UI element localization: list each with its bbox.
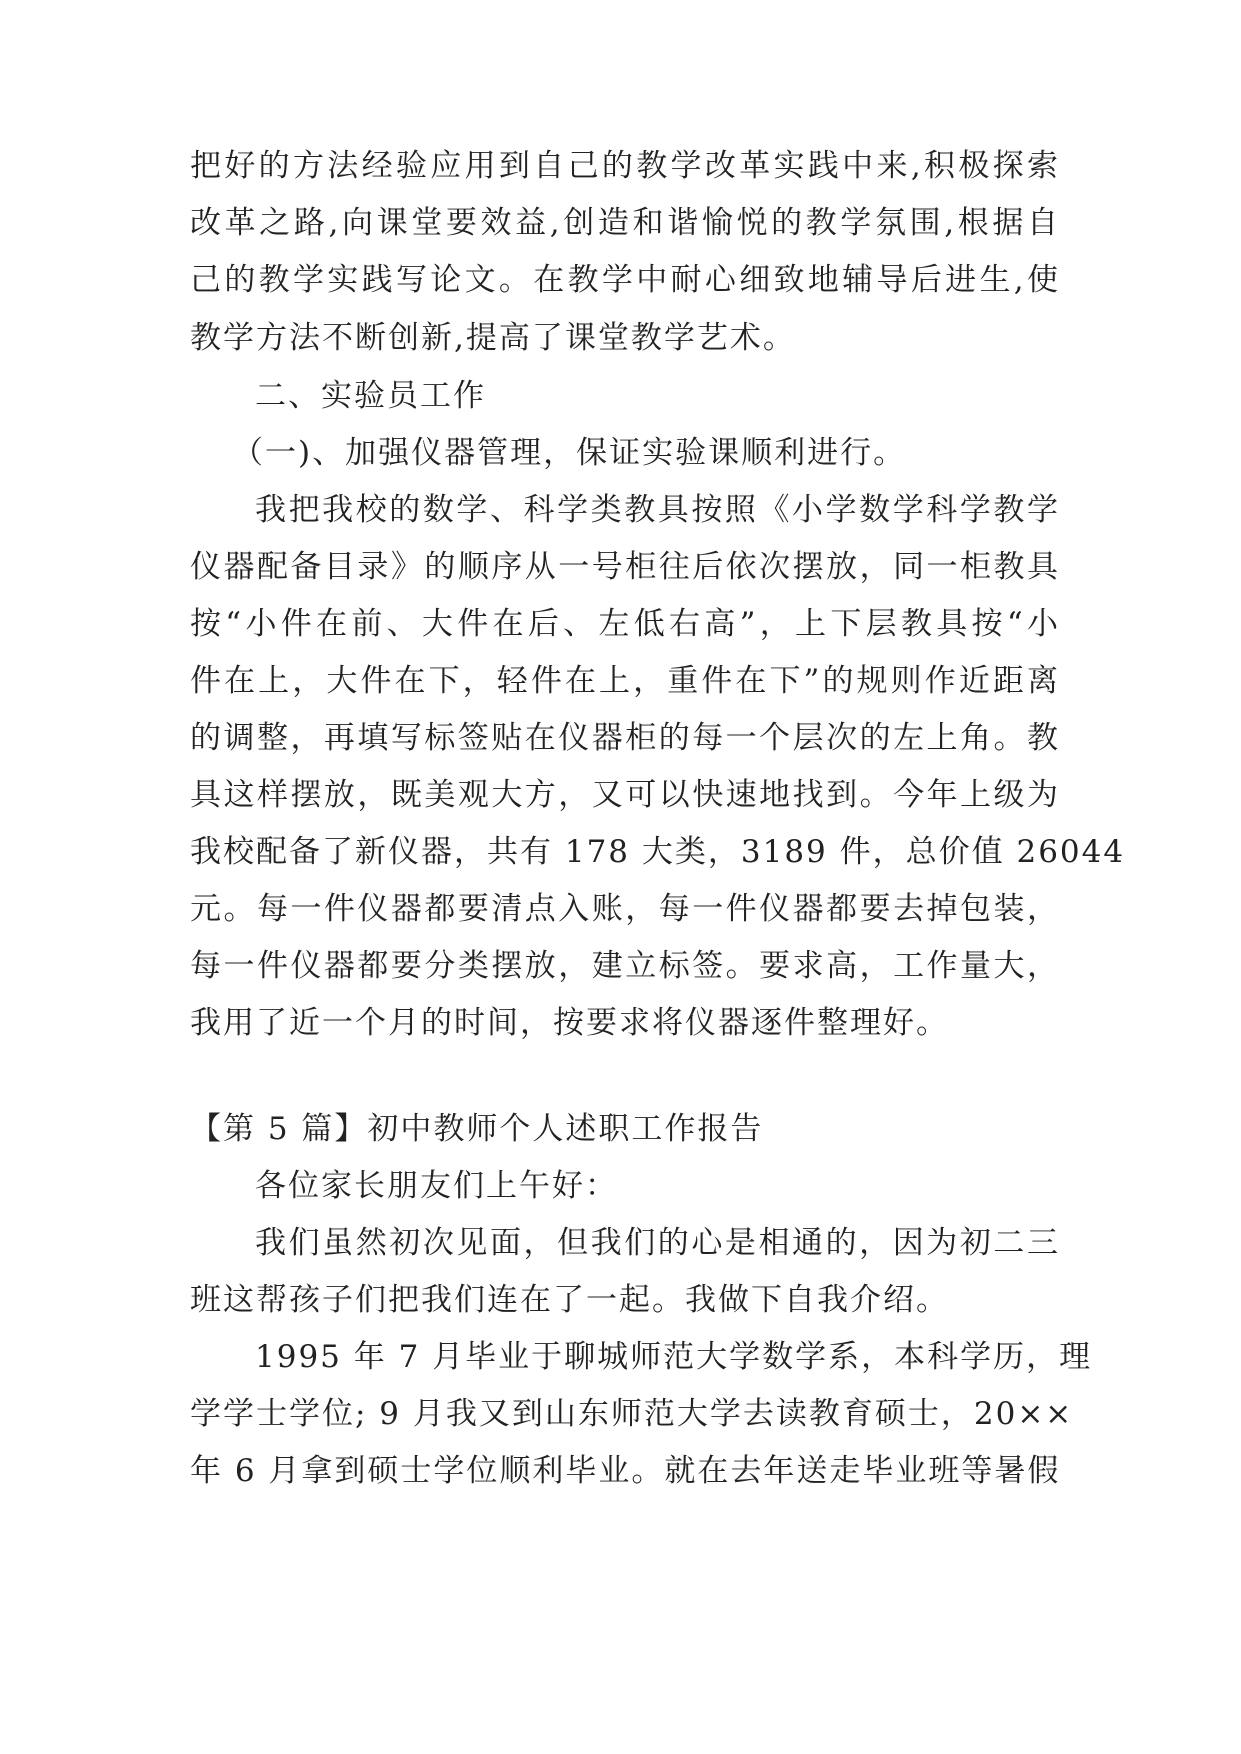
body-text-line: 具这样摆放，既美观大方，又可以快速地找到。今年上级为	[190, 777, 1060, 813]
body-text-line: 我把我校的数学、科学类教具按照《小学数学科学教学	[255, 492, 1060, 528]
body-text-line: 班这帮孩子们把我们连在了一起。我做下自我介绍。	[190, 1282, 949, 1318]
greeting-line: 各位家长朋友们上午好：	[255, 1168, 618, 1204]
body-text-line: 1995 年 7 月毕业于聊城师范大学数学系，本科学历，理	[255, 1339, 1093, 1375]
body-text-line: 己的教学实践写论文。在教学中耐心细致地辅导后进生,使	[190, 262, 1060, 298]
body-text-line: 年 6 月拿到硕士学位顺利毕业。就在去年送走毕业班等暑假	[190, 1453, 1061, 1489]
body-text-line: 件在上，大件在下，轻件在上，重件在下”的规则作近距离	[190, 663, 1060, 699]
body-text-line: 我们虽然初次见面，但我们的心是相通的，因为初二三	[255, 1225, 1060, 1261]
body-text-line: 元。每一件仪器都要清点入账，每一件仪器都要去掉包装，	[190, 891, 1060, 927]
subsection-heading: （一)、加强仪器管理，保证实验课顺利进行。	[232, 435, 907, 471]
body-text-line: 我校配备了新仪器，共有 178 大类，3189 件，总价值 26044	[190, 834, 1126, 870]
body-text-line: 学学士学位; 9 月我又到山东师范大学去读教育硕士，20××	[190, 1396, 1074, 1432]
body-text-line: 每一件仪器都要分类摆放，建立标签。要求高，工作量大，	[190, 948, 1060, 984]
body-text-line: 仪器配备目录》的顺序从一号柜往后依次摆放，同一柜教具	[190, 549, 1060, 585]
body-text-line: 改革之路,向课堂要效益,创造和谐愉悦的教学氛围,根据自	[190, 205, 1060, 241]
body-text-line: 教学方法不断创新,提高了课堂教学艺术。	[190, 320, 796, 356]
section-heading: 二、实验员工作	[255, 378, 486, 414]
body-text-line: 把好的方法经验应用到自己的教学改革实践中来,积极探索	[190, 148, 1060, 184]
body-text-line: 按“小件在前、大件在后、左低右高”，上下层教具按“小	[190, 606, 1060, 642]
article-title: 【第 5 篇】初中教师个人述职工作报告	[190, 1111, 764, 1147]
body-text-line: 的调整，再填写标签贴在仪器柜的每一个层次的左上角。教	[190, 720, 1060, 756]
body-text-line: 我用了近一个月的时间，按要求将仪器逐件整理好。	[190, 1005, 949, 1041]
